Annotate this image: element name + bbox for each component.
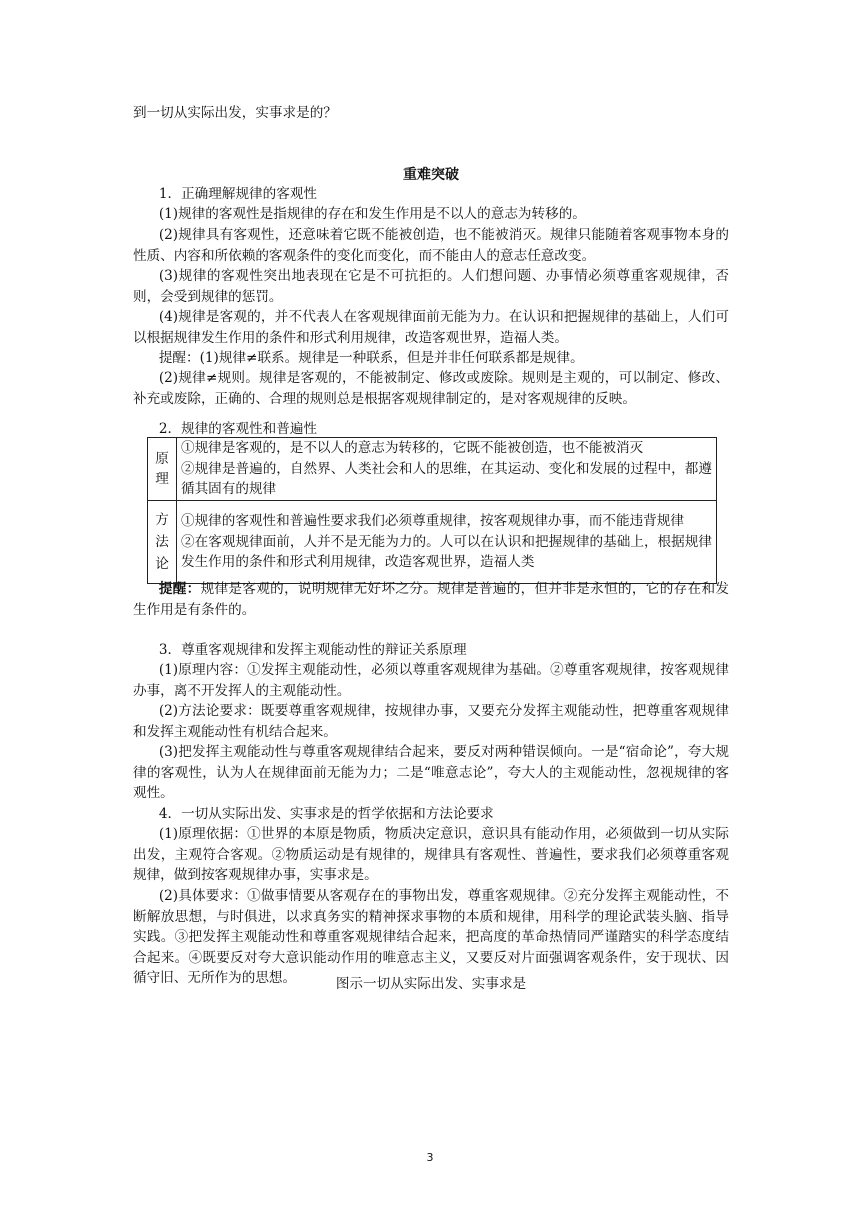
s3-p1: (1)原理内容：①发挥主观能动性，必须以尊重客观规律为基础。②尊重客观规律，按客观规律办事，离不开发挥人的主观能动性。 [133, 662, 729, 699]
s4-title: 4．一切从实际出发、实事求是的哲学依据和方法论要求 [158, 806, 494, 822]
s1-tip1: 提醒：(1)规律≠联系。规律是一种联系，但是并非任何联系都是规律。 [158, 350, 584, 366]
s1-p2: (2)规律具有客观性，还意味着它既不能被创造，也不能被消灭。规律只能随着客观事物本身的性质、内容和所依赖的客观条件的变化而变化，而不能由人的意志任意改变。 [133, 227, 729, 264]
section-heading: 重难突破 [403, 167, 459, 183]
s2-tip [133, 579, 729, 620]
s2-title: 2．规律的客观性和普遍性 [158, 421, 318, 437]
table-cell-method [177, 501, 717, 584]
s3-p2: (2)方法论要求：既要尊重客观规律，按规律办事，又要充分发挥主观能动性，把尊重客观规律和发挥主观能动性有机结合起来。 [133, 703, 729, 740]
s1-title: 1．正确理解规律的客观性 [158, 186, 318, 202]
table-head-method [148, 501, 177, 584]
s4-p2: (2)具体要求：①做事情要从客观存在的事物出发，尊重客观规律。②充分发挥主观能动性，不断解放思想，与时俱进，以求真务实的精神探求事物的本质和规律，用科学的理论武装头脑、指导实践。③把发挥主观能动性和尊重客观规律结合起来，把高度的革命热情同严谨踏实的科学态度结合起来。④既要反对夸大意识能动作用的唯意志主义，又要反对片面强调客观条件，安于现状、因循守旧、无所作为的思想。 [133, 888, 729, 986]
method-item-2: ②在客观规律面前，人并不是无能为力的。人可以在认识和把握规律的基础上，根据规律发生作用的条件和形式利用规律，改造客观世界，造福人类 [181, 533, 712, 571]
s1-p1: (1)规律的客观性是指规律的存在和发生作用是不以人的意志为转移的。 [158, 206, 586, 222]
law-table [147, 437, 717, 584]
table-row [148, 501, 717, 584]
figure-caption: 图示一切从实际出发、实事求是 [335, 976, 527, 992]
s3-p3: (3)把发挥主观能动性与尊重客观规律结合起来，要反对两种错误倾向。一是“宿命论”，夸大规律的客观性，认为人在规律面前无能为力；二是“唯意志论”，夸大人的主观能动性，忽视规律的客观性。 [133, 744, 729, 801]
principle-label: 原理 [155, 451, 169, 487]
principle-item-2: ②规律是普遍的，自然界、人类社会和人的思维，在其运动、变化和发展的过程中，都遵循其固有的规律 [181, 460, 712, 498]
table-cell-principle [177, 438, 717, 501]
s1-p3: (3)规律的客观性突出地表现在它是不可抗拒的。人们想问题、办事情必须尊重客观规律，否则，会受到规律的惩罚。 [133, 268, 729, 305]
tip-text: 规律是客观的，说明规律无好坏之分。规律是普遍的，但并非是永恒的，它的存在和发生作用是有条件的。 [133, 581, 730, 618]
s1-p4: (4)规律是客观的，并不代表人在客观规律面前无能为力。在认识和把握规律的基础上，人们可以根据规律发生作用的条件和形式利用规律，改造客观世界，造福人类。 [133, 309, 729, 346]
table-row [148, 438, 717, 501]
table-head-principle [148, 438, 177, 501]
tip-label: 提醒： [158, 581, 201, 597]
method-item-1: ①规律的客观性和普遍性要求我们必须尊重规律，按客观规律办事，而不能违背规律 [181, 513, 684, 530]
s4-p1: (1)原理依据：①世界的本原是物质，物质决定意识，意识具有能动作用，必须做到一切从实际出发，主观符合客观。②物质运动是有规律的，规律具有客观性、普遍性，要求我们必须尊重客观规律，做到按客观规律办事，实事求是。 [133, 826, 729, 883]
s1-tip2: (2)规律≠规则。规律是客观的，不能被制定、修改或废除。规则是主观的，可以制定、修改、补充或废除，正确的、合理的规则总是根据客观规律制定的，是对客观规律的反映。 [133, 370, 729, 407]
intro-line: 到一切从实际出发，实事求是的？ [133, 105, 337, 121]
s3-title: 3．尊重客观规律和发挥主观能动性的辩证关系原理 [158, 642, 467, 658]
principle-item-1: ①规律是客观的，是不以人的意志为转移的，它既不能被创造，也不能被消灭 [181, 440, 644, 457]
page-number: 3 [426, 1151, 434, 1164]
method-label: 方法论 [155, 512, 169, 572]
